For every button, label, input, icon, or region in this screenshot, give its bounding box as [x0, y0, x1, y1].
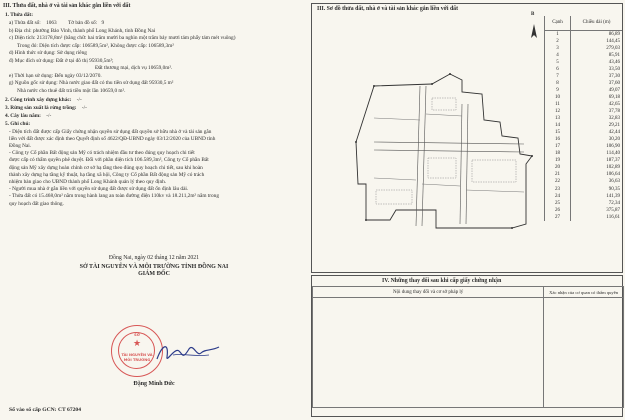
internal-road: [426, 114, 462, 116]
map-sheet-label: Tờ bản đồ số:: [68, 20, 98, 26]
table-row: [545, 157, 623, 164]
table-row: [545, 207, 623, 214]
internal-road: [374, 178, 416, 180]
parcel-area-split: Trong đó: Diện tích được cấp: 106589,5m², Không được cấp: 106589,3m²: [17, 42, 174, 49]
parcel-heading: 1. Thửa đất:: [5, 12, 33, 18]
perennial-value: -/-: [46, 113, 52, 119]
edge-length: 279,03: [571, 45, 623, 52]
parcel-number-label: a) Thửa đất số:: [9, 20, 41, 26]
vertex-marker: [431, 83, 433, 85]
map-panel: [311, 3, 623, 417]
edge-number: 11: [545, 101, 571, 108]
edge-number: 9: [545, 87, 571, 94]
column-header-edge: Cạnh: [545, 16, 571, 30]
edge-length: 114,40: [571, 150, 623, 157]
other-works-heading: 2. Công trình xây dựng khác:: [5, 97, 72, 103]
edge-number: 19: [545, 157, 571, 164]
edge-length: 42,65: [571, 101, 623, 108]
note-line: Đồng Nai.: [9, 142, 32, 149]
land-details-panel: [3, 3, 305, 417]
note-line: nhiệm bàn giao cho UBND thành phố Long Khánh quản lý theo quy định.: [9, 178, 167, 185]
issuing-authority: SỞ TÀI NGUYÊN VÀ MÔI TRƯỜNG TỈNH ĐỒNG NAI: [79, 264, 229, 271]
edge-length: 37,60: [571, 80, 623, 87]
edge-number: 15: [545, 129, 571, 136]
edge-number: 21: [545, 171, 571, 178]
table-row: [545, 178, 623, 185]
edge-number: 18: [545, 150, 571, 157]
table-row: [545, 122, 623, 129]
edge-number: 2: [545, 38, 571, 45]
internal-road: [466, 104, 468, 224]
edge-number: 4: [545, 52, 571, 59]
edge-length: 37,30: [571, 73, 623, 80]
table-row: [545, 52, 623, 59]
edge-number: 27: [545, 214, 571, 221]
edge-length: 187,37: [571, 157, 623, 164]
changes-section-title: IV. Những thay đổi sau khi cấp giấy chứng nhận: [382, 278, 502, 284]
edge-number: 13: [545, 115, 571, 122]
table-row: [545, 129, 623, 136]
table-row: [545, 73, 623, 80]
map-sheet-number: 9: [101, 20, 105, 26]
hatched-lot: [376, 190, 412, 204]
edge-length: 106,90: [571, 143, 623, 150]
edge-length: 106,64: [571, 171, 623, 178]
use-origin-2: Nhà nước cho thuê đất trả tiền một lần 10659,0 m².: [17, 87, 126, 94]
note-line: - Công ty Cổ phần Bất động sản Mỹ có trách nhiệm đầu tư theo đúng quy hoạch chi tiết: [9, 150, 195, 157]
note-line: - Diện tích đất được cấp Giấy chứng nhận quyền sử dụng đất quyền sở hữu nhà ở và tài sản gắn: [9, 128, 212, 135]
edge-length: 102,89: [571, 164, 623, 171]
parcel-address: b) Địa chỉ: phường Bảo Vinh, thành phố Long Khánh, tỉnh Đồng Nai: [9, 27, 156, 34]
vertex-marker: [511, 227, 513, 229]
edge-number: 12: [545, 108, 571, 115]
parcel-map-frame: [311, 3, 623, 273]
parcel-number-row: [9, 20, 104, 27]
registry-number: Số vào sổ cấp GCN: CT 67204: [9, 407, 82, 413]
table-row: [545, 185, 623, 192]
handwritten-signature: [153, 337, 223, 367]
table-row: [545, 101, 623, 108]
seal-text-mid: TÀI NGUYÊN VÀ: [121, 353, 153, 357]
edge-length: 85,91: [571, 52, 623, 59]
changes-table: [312, 286, 624, 408]
internal-road: [374, 142, 524, 144]
edge-length: 49,07: [571, 87, 623, 94]
vertex-marker: [355, 141, 357, 143]
edge-number: 14: [545, 122, 571, 129]
edge-number: 26: [545, 207, 571, 214]
edge-length: 32,83: [571, 115, 623, 122]
seal-star-icon: ★: [132, 339, 142, 349]
note-line: liền với đất được xác định theo Quyết định số 4622/QĐ-UBND ngày 03/12/2020 của UBND tỉnh: [9, 135, 216, 142]
note-line: được cấp có thẩm quyền phê duyệt. Đối với phần diện tích 106.589,3m², Công ty Cổ phần Bất: [9, 157, 209, 164]
hatched-lot: [428, 158, 456, 178]
edge-length: 69,18: [571, 94, 623, 101]
north-label: B: [531, 12, 535, 17]
table-row: [545, 94, 623, 101]
use-purpose: đ) Mục đích sử dụng: Đất ở tại đô thị 95930,5m²;: [9, 57, 114, 64]
edge-length: 42,44: [571, 129, 623, 136]
table-row: [545, 115, 623, 122]
column-header-confirm: Xác nhận của cơ quan có thẩm quyền: [544, 287, 624, 298]
planted-forest-value: -/-: [81, 105, 87, 111]
north-arrow-icon: [527, 18, 541, 42]
internal-road: [422, 184, 460, 186]
edge-number: 22: [545, 178, 571, 185]
internal-road: [416, 86, 420, 226]
parcel-number: 1063: [46, 20, 57, 26]
note-line: - Người mua nhà ở gắn liền với quyền sử dụng đất được sử dụng đất ổn định lâu dài.: [9, 186, 189, 193]
table-row: [545, 108, 623, 115]
seal-text-top: SỞ: [134, 333, 140, 337]
column-header-length: Chiều dài (m): [571, 16, 623, 30]
notes-heading: 5. Ghi chú:: [5, 121, 31, 127]
edge-length: 86,89: [571, 30, 623, 38]
edge-length: 33,50: [571, 66, 623, 73]
signer-name: Đặng Minh Đức: [133, 380, 175, 387]
edge-length: 90,35: [571, 185, 623, 192]
other-works-value: -/-: [76, 97, 82, 103]
edge-number: 20: [545, 164, 571, 171]
edge-number: 23: [545, 185, 571, 192]
table-row: [545, 143, 623, 150]
edge-length: 37,78: [571, 108, 623, 115]
vertex-marker: [373, 85, 375, 87]
table-row: [545, 38, 623, 45]
edge-number: 25: [545, 200, 571, 207]
vertex-marker: [365, 219, 367, 221]
notes-list: [9, 129, 219, 208]
section-title: III. Thửa đất, nhà ở và tài sản khác gắn liền với đất: [3, 3, 131, 9]
edge-length: 141,39: [571, 193, 623, 200]
vertex-marker: [531, 155, 533, 157]
edge-length: 29,21: [571, 122, 623, 129]
table-row: [545, 30, 623, 38]
table-row: [545, 193, 623, 200]
edge-number: 8: [545, 80, 571, 87]
edge-length: 375,87: [571, 207, 623, 214]
edge-number: 16: [545, 136, 571, 143]
planted-forest-row: [5, 105, 87, 112]
note-line: thành xây dựng hạ tầng kỹ thuật, hạ tầng xã hội, Công ty Cổ phần Bất động sản Mỹ có trách: [9, 171, 205, 178]
use-form: d) Hình thức sử dụng: Sử dụng riêng: [9, 50, 87, 56]
hatched-lot: [432, 98, 456, 110]
edge-length: 116,61: [571, 214, 623, 221]
parcel-diagram: [312, 14, 544, 272]
edge-length-table: [544, 16, 622, 221]
edge-number: 24: [545, 193, 571, 200]
note-line: động sản Mỹ xây dựng hoàn chỉnh cơ sở hạ tầng theo đúng quy hoạch chi tiết, sau khi hoàn: [9, 164, 203, 171]
map-section-title: III. Sơ đồ thửa đất, nhà ở và tài sản khác gắn liền với đất: [317, 6, 458, 12]
table-row: [545, 171, 623, 178]
column-header-content: Nội dung thay đổi và cơ sở pháp lý: [313, 287, 544, 298]
planted-forest-heading: 3. Rừng sản xuất là rừng trồng:: [5, 105, 77, 111]
hatched-lot: [472, 160, 516, 182]
table-row: [545, 136, 623, 143]
table-cell: [313, 298, 544, 408]
other-works-row: [5, 97, 82, 104]
edge-length: 144,45: [571, 38, 623, 45]
changes-frame: [311, 275, 623, 417]
edge-number: 1: [545, 30, 571, 38]
edge-number: 6: [545, 66, 571, 73]
table-header-row: [545, 16, 623, 30]
internal-road: [466, 190, 524, 192]
internal-road: [422, 86, 426, 226]
use-purpose-2: Đất thương mại, dịch vụ 10659,0m².: [95, 65, 173, 71]
edge-length: 30,20: [571, 136, 623, 143]
table-row: [545, 214, 623, 221]
table-row: [545, 200, 623, 207]
table-row: [313, 298, 624, 408]
note-line: - Thửa đất có 15.468,0m² nằm trong hành lang an toàn đường điện 110kv và 18.211,2m² nằm trong: [9, 193, 219, 200]
perennial-heading: 4. Cây lâu năm:: [5, 113, 41, 119]
use-term: e) Thời hạn sử dụng: Đến ngày 03/12/2070.: [9, 72, 102, 79]
parcel-area: c) Diện tích: 213178,8m² (bằng chữ: hai trăm mười ba nghìn một trăm bảy mươi tám phẩy tám mét vuông): [9, 35, 236, 41]
table-row: [545, 164, 623, 171]
issue-date: Đồng Nai, ngày 02 tháng 12 năm 2021: [108, 255, 200, 261]
perennial-row: [5, 113, 51, 120]
seal-text-bottom: MÔI TRƯỜNG: [123, 358, 151, 362]
edge-number: 5: [545, 59, 571, 66]
edge-length: 43,46: [571, 59, 623, 66]
internal-road: [374, 118, 420, 120]
table-cell: [544, 298, 624, 408]
table-row: [545, 150, 623, 157]
internal-road: [460, 104, 462, 224]
table-row: [545, 59, 623, 66]
edge-number: 10: [545, 94, 571, 101]
edge-number: 7: [545, 73, 571, 80]
table-row: [545, 66, 623, 73]
note-line: quy hoạch đất giao thông.: [9, 200, 64, 207]
table-row: [545, 87, 623, 94]
vertex-marker: [449, 73, 451, 75]
edge-number: 17: [545, 143, 571, 150]
table-row: [545, 80, 623, 87]
use-origin: g) Nguồn gốc sử dụng: Nhà nước giao đất có thu tiền sử dụng đất 95930,5 m²: [9, 80, 174, 86]
table-row: [545, 45, 623, 52]
edge-number: 3: [545, 45, 571, 52]
edge-length: 36,63: [571, 178, 623, 185]
seal-inner-ring: [118, 332, 155, 369]
signer-title: GIÁM ĐỐC: [138, 271, 170, 278]
edge-length: 72,34: [571, 200, 623, 207]
internal-road: [374, 150, 524, 152]
table-header-row: [313, 287, 624, 298]
